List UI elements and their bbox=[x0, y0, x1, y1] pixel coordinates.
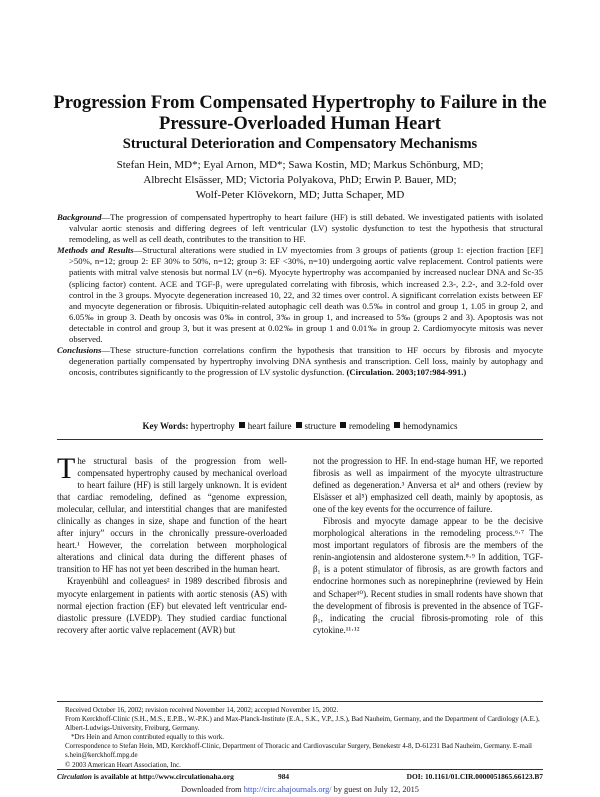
body-paragraph: Fibrosis and myocyte damage appear to be the decisive morphological alterations in the remodeling process.⁶·⁷ The most important regulators of fibrosis are the members of the renin-angiotensin and aldosterone system.⁸·⁹ In addition, TGF-β₁ is a potent stimulator of fibrosis, as are growth factors and endocrine hormones such as norepinephrine (reviewed by Hein and Schaper¹⁰). Recent studies in small rodents have shown that the development of fibrosis is prevented in the absence of TGF-β₁, indicating the crucial fibrosis-promoting role of this cytokine.¹¹·¹² bbox=[313, 516, 543, 635]
doi: DOI: 10.1161/01.CIR.0000051865.66123.B7 bbox=[406, 772, 543, 781]
abstract-text: —These structure-function correlations confirm the hypothesis that transition to HF occurs by fibrosis and myocyte degeneration partially compensated by hypertrophy involving DNA synthesis and transcription. Cell loss, mainly by autophagy and oncosis, contributes significantly to the progression of LV systolic dysfunction. bbox=[69, 345, 543, 378]
page-number: 984 bbox=[278, 772, 290, 781]
keyword: structure bbox=[304, 421, 337, 431]
footnote: From Kerckhoff-Clinic (S.H., M.S., E.P.B., W.-P.K.) and Max-Planck-Institute (E.A., S.K., V.P., J.S.), Bad Nauheim, Germany, and the Department of Cardiology (A.E.), Albert-Ludwigs-University, Freiburg, Germany. bbox=[65, 715, 540, 733]
square-bullet-icon bbox=[394, 422, 400, 428]
download-prefix: Downloaded from bbox=[181, 785, 244, 794]
keyword: hypertrophy bbox=[190, 421, 235, 431]
abstract-conclusions bbox=[57, 345, 543, 378]
download-suffix: by guest on July 12, 2015 bbox=[331, 785, 419, 794]
key-words-label: Key Words: bbox=[142, 421, 189, 431]
keyword: hemodynamics bbox=[403, 421, 458, 431]
section-divider bbox=[57, 439, 543, 440]
body-column-right bbox=[313, 455, 543, 636]
download-banner bbox=[0, 785, 600, 794]
author-line: Stefan Hein, MD*; Eyal Arnon, MD*; Sawa Kostin, MD; Markus Schönburg, MD; bbox=[116, 159, 484, 171]
download-link[interactable]: http://circ.ahajournals.org/ bbox=[243, 785, 332, 794]
citation: (Circulation. 2003;107:984-991.) bbox=[346, 367, 467, 378]
footnote: Received October 16, 2002; revision received November 14, 2002; accepted November 15, 2002. bbox=[65, 706, 339, 714]
abstract-methods bbox=[57, 245, 543, 345]
footnotes bbox=[57, 701, 543, 770]
keyword: heart failure bbox=[247, 421, 292, 431]
footer-divider bbox=[57, 769, 543, 770]
journal-availability bbox=[57, 772, 234, 781]
footnote: © 2003 American Heart Association, Inc. bbox=[65, 760, 181, 769]
body-column-left bbox=[57, 452, 287, 636]
abstract-label: Background bbox=[57, 212, 102, 222]
footnote: *Drs Hein and Arnon contributed equally to this work. bbox=[71, 733, 225, 742]
abstract-background bbox=[57, 212, 543, 245]
abstract-label: Conclusions bbox=[57, 345, 102, 356]
body-paragraph: Krayenbühl and colleagues² in 1989 described fibrosis and myocyte enlargement in patients with aortic stenosis (AS) with normal ejection fraction (EF) but elevated left ventricular end-diastolic pressure (LVEDP). They studied cardiac functional recovery after aortic valve replacement (AVR) but bbox=[57, 576, 287, 635]
author-line: Albrecht Elsässer, MD; Victoria Polyakova, PhD; Erwin P. Bauer, MD; bbox=[143, 174, 457, 186]
author-list bbox=[60, 158, 540, 203]
key-words bbox=[57, 421, 543, 431]
footnote: Correspondence to Stefan Hein, MD, Kerckhoff-Clinic, Department of Thoracic and Cardiovascular Surgery, Benekestr 4-8, D-61231 Bad Nauheim, Germany. E-mail s.hein@kerckhoff.mpg.de bbox=[65, 742, 532, 760]
body-text: he structural basis of the progression from well-compensated hypertrophy caused by mechanical overload to heart failure (HF) is still largely unknown. It is evident that cardiac remodeling, defined as “genome expression, molecular, cellular, and interstitial changes that are manifested clinically as changes in size, shape and function of the heart after injury” occurs in the chronically pressure-overloaded heart.¹ However, the correlation between morphological alterations and clinical data during the different phases of transition to HF has not yet been described in the human heart. bbox=[57, 456, 287, 575]
square-bullet-icon bbox=[239, 422, 245, 428]
square-bullet-icon bbox=[340, 422, 346, 428]
author-line: Wolf-Peter Klövekorn, MD; Jutta Schaper, MD bbox=[195, 189, 405, 201]
article-title: Progression From Compensated Hypertrophy to Failure in the Pressure-Overloaded Human Heart bbox=[53, 93, 547, 134]
abstract-text: —Structural alterations were studied in LV myectomies from 3 groups of patients (group 1: ejection fraction [EF] >50%, n=12; group 2: EF 30% to 50%, n=12; group 3: EF <30%, n=10) undergoing aortic valve replacement. Control patients were patients with mitral valve stenosis but normal LV (n=6). Myocyte hypertrophy was accompanied by increased nuclear DNA and Sc-35 (splicing factor) content. ACE and TGF-β₁ were upregulated correlating with fibrosis, which increased 2.3-, 2.2-, and 3.2-fold over control in the 3 groups. Myocyte degeneration increased 10, 22, and 32 times over control. A significant correlation exists between EF and myocyte degeneration or fibrosis. Ubiquitin-related autophagic cell death was 0.5‰ in control and group 1, 1.05 in group 2, and 6.05‰ in group 3. Death by oncosis was 0‰ in control, 3‰ in group 1, and increased to 5‰ (groups 2 and 3). Apoptosis was not detectable in control and group 3, but it was present at 0.02‰ in group 1 and 0.01‰ in group 2. Cardiomyocyte mitosis was never observed. bbox=[69, 245, 544, 345]
body-paragraph: not the progression to HF. In end-stage human HF, we reported fibrosis as well as impairment of the myocyte ultrastructure defined as degeneration.³ Anversa et al⁴ and others (review by Elsässer et al⁵) emphasized cell death, mainly by apoptosis, as one of the key events for the occurrence of failure. bbox=[313, 456, 543, 515]
square-bullet-icon bbox=[296, 422, 302, 428]
journal-url-text: is available at http://www.circulationaha.org bbox=[91, 772, 234, 781]
abstract bbox=[57, 212, 543, 378]
body-paragraph bbox=[57, 452, 287, 575]
keyword: remodeling bbox=[349, 421, 391, 431]
article-subtitle: Structural Deterioration and Compensatory Mechanisms bbox=[122, 136, 478, 152]
abstract-label: Methods and Results bbox=[57, 245, 134, 256]
drop-cap: T bbox=[57, 452, 76, 485]
journal-name: Circulation bbox=[57, 772, 92, 781]
abstract-text: —The progression of compensated hypertrophy to heart failure (HF) is still debated. We investigated patients with isolated valvular aortic stenosis and differing degrees of left ventricular (LV) systolic dysfunction to test the hypothesis that structural remodeling, as well as cell death, contributes to the transition to HF. bbox=[69, 212, 543, 245]
